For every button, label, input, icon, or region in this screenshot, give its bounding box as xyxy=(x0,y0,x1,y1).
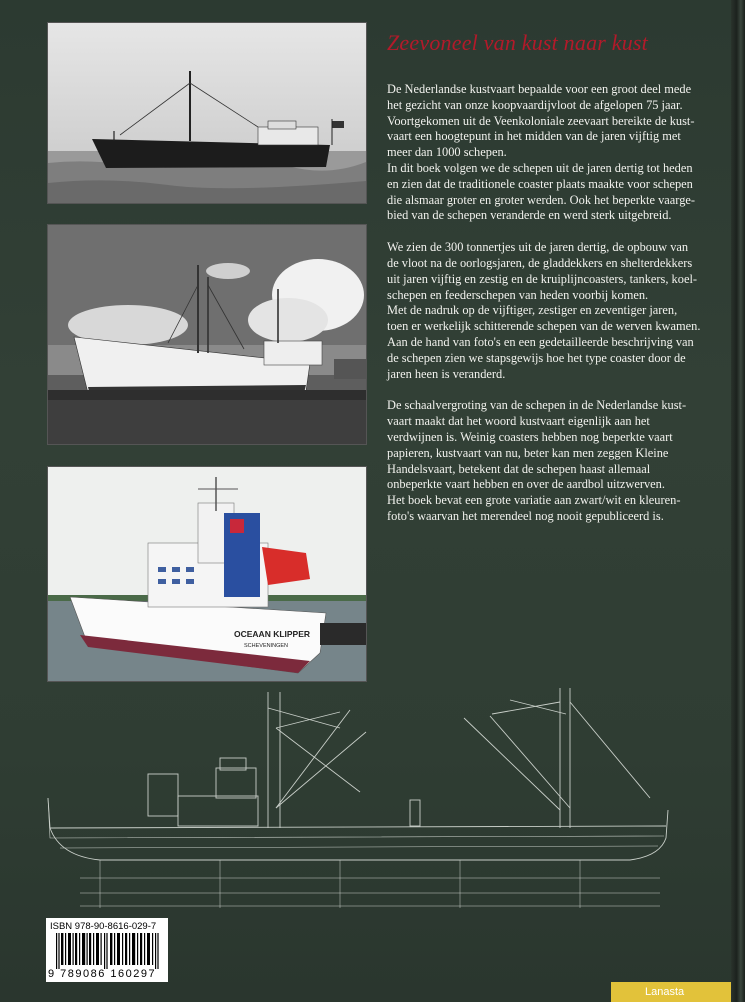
barcode-bars xyxy=(56,933,160,969)
photo-oceaan-klipper xyxy=(47,466,367,682)
cover-title: Zeevoneel van kust naar kust xyxy=(387,30,648,55)
blurb-paragraph-3: De schaalvergroting van de schepen in de Nederlandse kust- vaart maakt dat het woord kustvaart eigenlijk aan het verdwijnen is. Weinig coasters hebben nog beperkte vaart papieren, kustvaart van nu, beter kan men zeggen Kleine Handelsvaart, betekent dat de schepen haast allemaal onbeperkte vaart hebben en over de aardbol uitzwerven. Het boek bevat een grote variatie aan zwart/wit en kleuren- foto's waarvan het merendeel nog nooit gepubliceerd is. xyxy=(387,398,687,523)
isbn-number: ISBN 978-90-8616-029-7 xyxy=(50,921,157,932)
blurb-text xyxy=(387,82,732,541)
ship-technical-drawing xyxy=(40,688,680,913)
spine-edge xyxy=(731,0,745,1002)
blurb-paragraph-2: We zien de 300 tonnertjes uit de jaren dertig, de opbouw van de vloot na de oorlogsjaren, de gladdekkers en shelterdekkers uit jaren vijftig en zestig en de kruiplijncoasters, tankers, koel- schepen en feederschepen van heden voorbij komen. Met de nadruk op de vijftiger, zestiger en zeventiger jaren, toen er werkelijk schitterende schepen van de werven kwamen. Aan de hand van foto's en een gedetailleerde beschrijving van de schepen zien we stapsgewijs hoe het type coaster door de jaren heen is veranderd. xyxy=(387,240,701,381)
publisher-name: Lanasta xyxy=(645,986,685,998)
photo-ships-in-harbour xyxy=(47,224,367,445)
barcode-digits: 9 789086 160297 xyxy=(48,968,157,980)
ship-name-label: OCEAAN KLIPPER xyxy=(234,629,311,639)
blurb-paragraph-1: De Nederlandse kustvaart bepaalde voor een groot deel mede het gezicht van onze koopvaardijvloot de afgelopen 75 jaar. Voortgekomen uit de Veenkoloniale zeevaart bereikte de kust- vaart een hoogtepunt in het midden van de jaren vijftig met meer dan 1000 schepen. In dit boek volgen we de schepen uit de jaren dertig tot heden en zien dat de traditionele coaster plaats maakte voor schepen die alsmaar groter en groter werden. Ook het beperkte vaarge- bied van de schepen veranderde en werd sterk uitgebreid. xyxy=(387,82,696,223)
isbn-barcode xyxy=(46,918,168,982)
publisher-bar xyxy=(611,982,731,1002)
photo-coaster-at-sea xyxy=(47,22,367,204)
ship-home-port-label: SCHEVENINGEN xyxy=(244,643,289,649)
